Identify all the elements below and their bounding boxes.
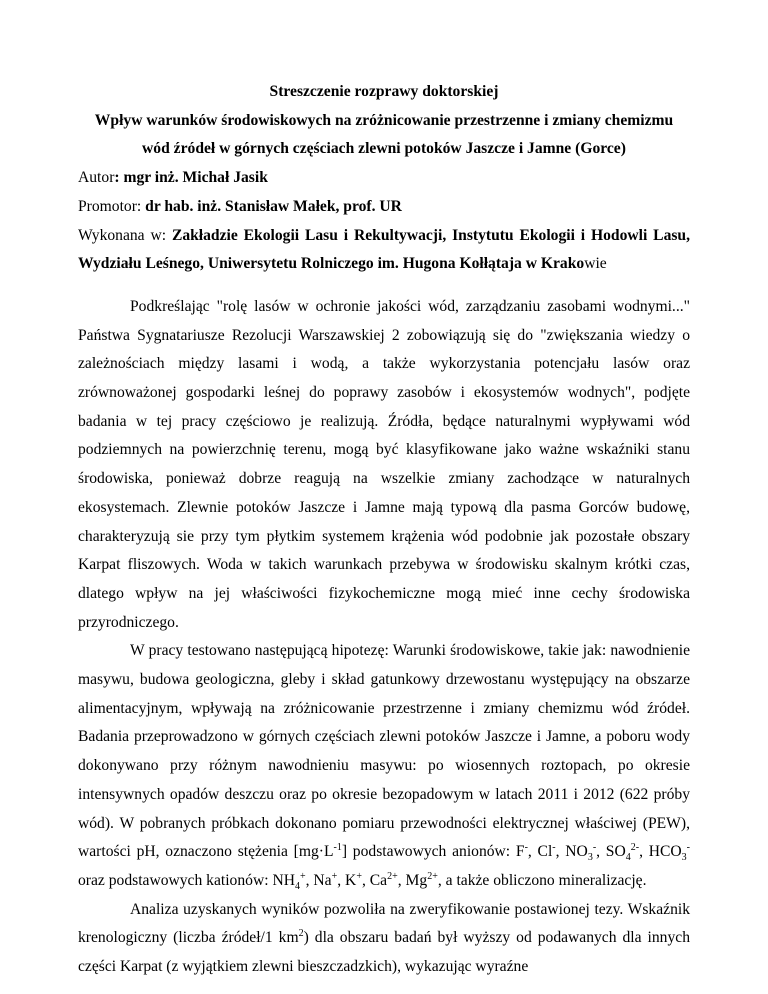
paragraph-3-text-2: ) dla obszaru badań był wyższy od podawanych dla innych części Karpat (z wyjątkiem zlewni bieszczadzkich), wykazując wyraźne (78, 929, 690, 976)
nh4-sub: 4 (294, 881, 300, 893)
paragraph-2-text: W pracy testowano następującą hipotezę: Warunki środowiskowe, takie jak: nawodnienie masywu, budowa geologiczna, gleby i skład gatunkowy drzewostanu występujący na obszarze alimentacyjnym, wpływają na zróżnicowanie przestrzenne i zmiany chemizmu wód źródeł. Badania przeprowadzono w górnych częściach zlewni potoków Jaszcze i Jamne, a poboru wody dokonywano przy różnym nawodnieniu masywu: po wiosennych roztopach, po okresie intensywnych opadów deszczu oraz po okresie bezopadowym w latach 2011 i 2012 (622 próby wód). W pobranych próbkach dokonano pomiaru przewodności elektrycznej właściwej (PEW), wartości pH, oznaczono stężenia (78, 642, 690, 861)
author-label: Autor (78, 169, 115, 187)
document-page (78, 78, 690, 982)
no3-charge: - (592, 842, 597, 854)
document-title: Streszczenie rozprawy doktorskiej (269, 83, 499, 100)
anions-label: ] podstawowych anionów: F (341, 843, 525, 861)
cl-charge: - (552, 842, 556, 854)
f-charge: - (524, 842, 528, 854)
paragraph-3-text-1: Analiza uzyskanych wyników pozwoliła na zweryfikowanie postawionej tezy. Wskaźnik krenologiczny (liczba źródeł/1 km (78, 900, 690, 947)
paragraph-2 (78, 637, 690, 895)
paragraph-3 (78, 896, 690, 982)
institution-label: Wykonana w: (78, 226, 172, 244)
so4-ion: , SO (596, 843, 626, 861)
promotor-value: dr hab. inż. Stanisław Małek, prof. UR (145, 197, 402, 215)
author-line (78, 164, 690, 193)
mg-ion: , Mg (397, 871, 428, 889)
paragraph-2-end: , a także obliczono mineralizację. (437, 871, 647, 889)
km2-exponent: 2 (298, 928, 304, 940)
hco3-sub: 3 (681, 852, 687, 864)
na-ion: , Na (305, 871, 332, 889)
nh4-charge: + (299, 870, 306, 882)
thesis-title-line-2: wód źródeł w górnych częściach zlewni potoków Jaszcze i Jamne (Gorce) (142, 140, 626, 158)
no3-sub: 3 (587, 852, 593, 864)
cations-label: oraz podstawowych kationów: (78, 871, 273, 889)
k-charge: + (356, 870, 362, 882)
author-value: : mgr inż. Michał Jasik (114, 169, 268, 187)
institution-line (78, 222, 690, 279)
promotor-line (78, 193, 690, 222)
promotor-label: Promotor: (78, 197, 146, 215)
hco3-charge: - (686, 842, 691, 854)
ca-ion: , Ca (361, 871, 388, 889)
ca-charge: 2+ (387, 870, 398, 882)
nh4-ion: NH (272, 871, 295, 889)
no3-ion: , NO (555, 843, 588, 861)
so4-charge: 2- (630, 842, 640, 854)
paragraph-1: Podkreślając "rolę lasów w ochronie jakości wód, zarządzaniu zasobami wodnymi..." Państwa Sygnatariusze Rezolucji Warszawskiej 2 zobowiązują się do "zwiększania wiedzy o zależnościach między lasami i wodą, a także wykorzystania potencjału lasów oraz zrównoważonej gospodarki leśnej do poprawy zasobów i ekosystemów wodnych", podjęte badania w tej pracy częściowo je realizują. Źródła, będące naturalnymi wypływami wód podziemnych na powierzchnię terenu, mogą być klasyfikowane jako ważne wskaźniki stanu środowiska, ponieważ dobrze reagują na wszelkie zmiany zachodzące w naturalnych ekosystemach. Zlewnie potoków Jaszcze i Jamne mają typową dla pasma Gorców budowę, charakteryzują sie przy tym płytkim systemem krążenia wód podobnie jak pozostałe obszary Karpat fliszowych. Woda w takich warunkach przebywa w środowisku skalnym krótki czas, dlatego wpływ na jej właściwości fizykochemiczne mogą mieć inne cechy środowiska przyrodniczego. (78, 297, 690, 631)
institution-suffix: wie (584, 255, 607, 273)
institution-value: Zakładzie Ekologii Lasu i Rekultywacji, Instytutu Ekologii i Hodowli Lasu, Wydziału Leśnego, Uniwersytetu Rolniczego im. Hugona Kołłątaja w Krako (78, 226, 691, 273)
so4-sub: 4 (625, 852, 631, 864)
unit-exp: -1 (333, 842, 342, 854)
mg-charge: 2+ (427, 870, 438, 882)
k-ion: , K (337, 871, 357, 889)
thesis-title-line-1: Wpływ warunków środowiskowych na zróżnicowanie przestrzenne i zmiany chemizmu (94, 111, 674, 129)
cl-ion: , Cl (527, 843, 553, 861)
hco3-ion: , HCO (639, 843, 682, 861)
na-charge: + (331, 870, 338, 882)
unit-base: [mg·L (293, 843, 334, 861)
